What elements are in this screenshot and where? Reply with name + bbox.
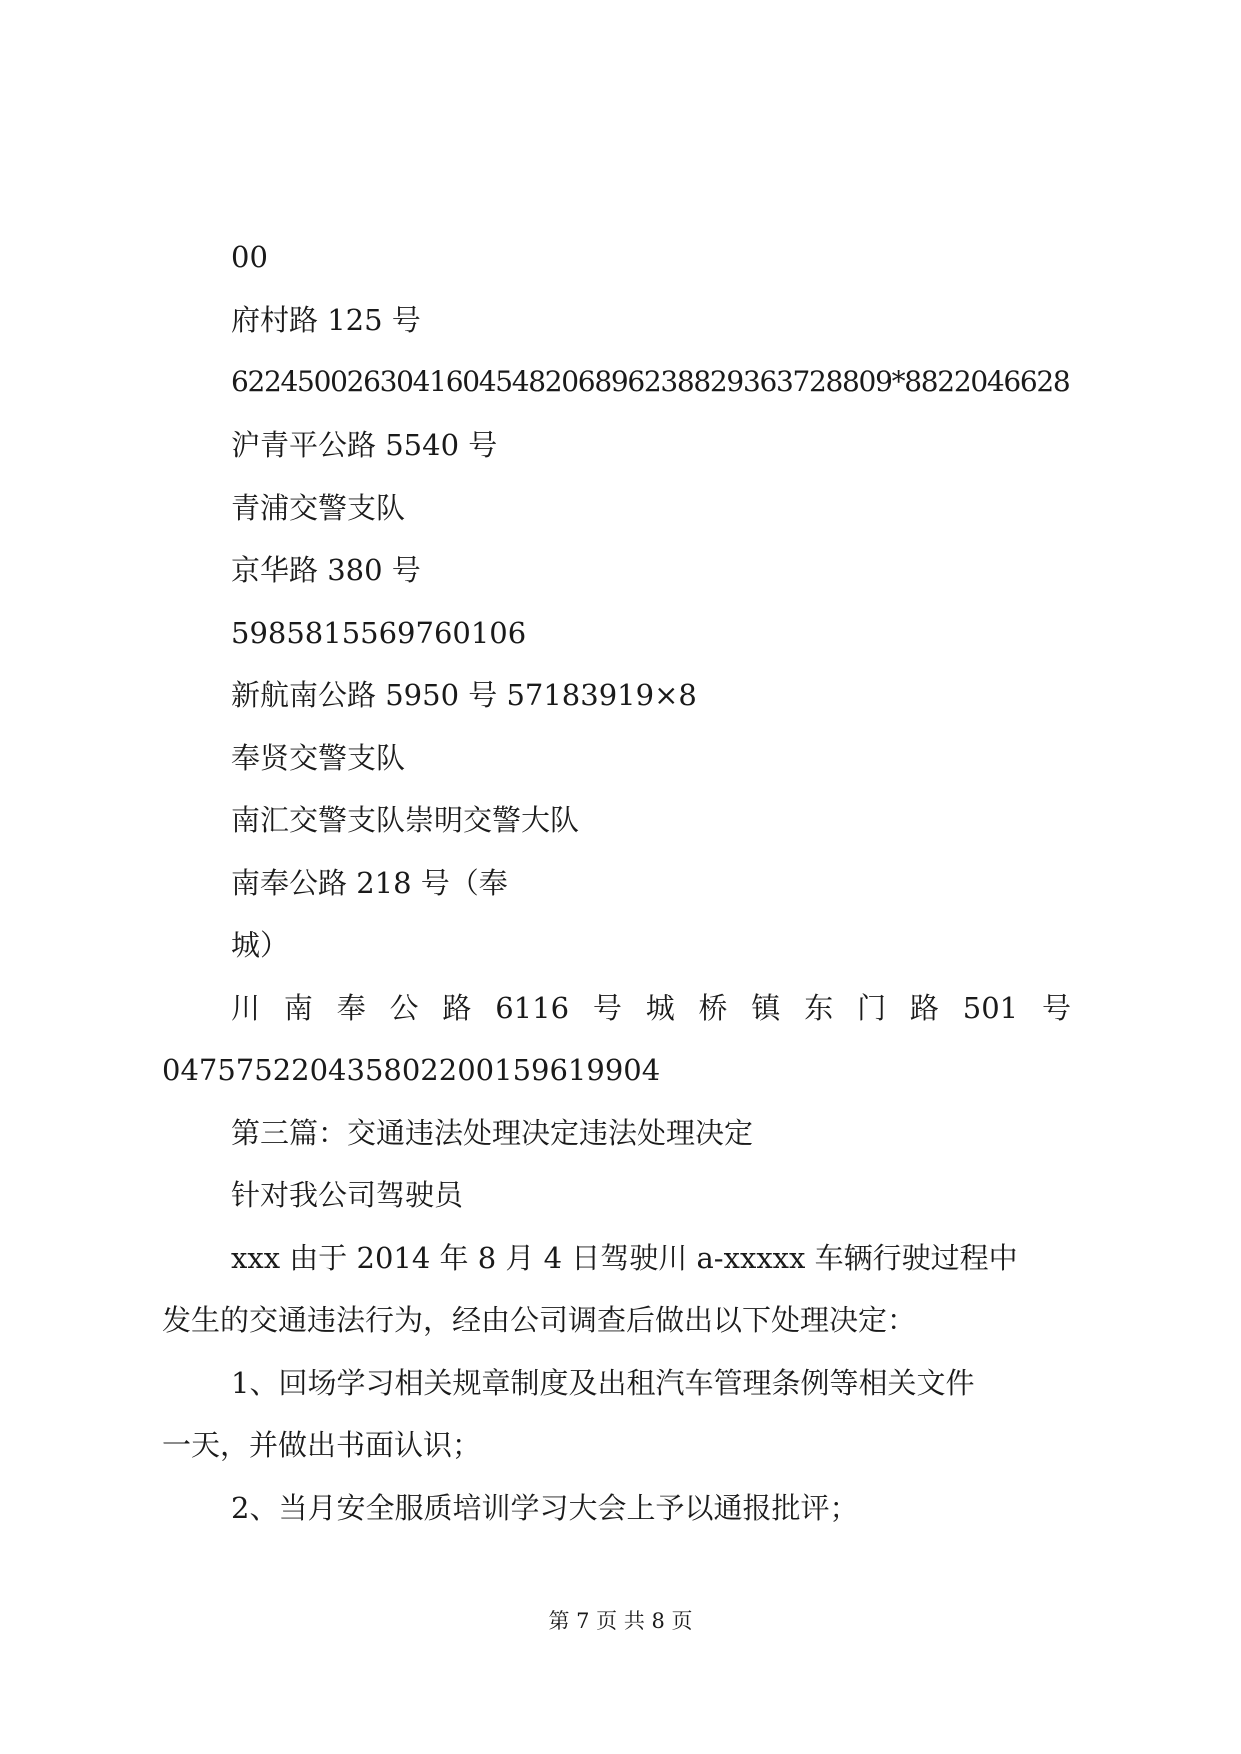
text-line: 奉贤交警支队 [231,741,406,775]
page-number-footer: 第 7 页 共 8 页 [548,1609,693,1633]
text-line: 第三篇：交通违法处理决定违法处理决定 [231,1116,754,1150]
word: 镇 [751,991,781,1025]
text-line: 1、回场学习相关规章制度及出租汽车管理条例等相关文件 [231,1366,975,1400]
text-line: 发生的交通违法行为，经由公司调查后做出以下处理决定： [162,1303,917,1337]
word: 桥 [698,991,728,1025]
word: 城 [645,991,675,1025]
text-line: 5985815569760106 [231,616,527,650]
word: 南 [283,991,313,1025]
word: 门 [857,991,887,1025]
word: 东 [804,991,834,1025]
text-line: 00 [231,240,268,274]
word: 公 [389,991,419,1025]
text-line: 青浦交警支队 [231,491,406,525]
word: 奉 [336,991,366,1025]
text-line: 城） [231,928,290,962]
word: 川 [231,991,261,1025]
text-line: 针对我公司驾驶员 [231,1178,464,1212]
text-line: 一天，并做出书面认识； [162,1428,482,1462]
word: 路 [442,991,472,1025]
text-line: 62245002630416045482068962388293637288​09*8822046628 [231,365,1070,398]
text-line: 沪青平公路 5540 号 [231,428,498,462]
text-line: 047575220435802200159619904 [162,1053,661,1087]
text-line: 南汇交警支队崇明交警大队 [231,803,580,837]
text-line: 南奉公路 218 号（奉 [231,866,508,900]
word: 号 [1041,991,1071,1025]
text-line: 2、当月安全服质培训学习大会上予以通报批评； [231,1491,859,1525]
text-line: xxx 由于 2014 年 8 月 4 日驾驶川 a-xxxxx 车辆行驶过程中 [231,1241,1018,1275]
text-line: 新航南公路 5950 号 57183919×8 [231,678,697,712]
text-line: 府村路 125 号 [231,303,421,337]
word: 路 [909,991,939,1025]
text-line: 京华路 380 号 [231,553,421,587]
word: 501 [962,991,1019,1025]
justified-text-line [231,990,1071,1026]
word: 号 [592,991,622,1025]
word: 6116 [495,991,570,1025]
